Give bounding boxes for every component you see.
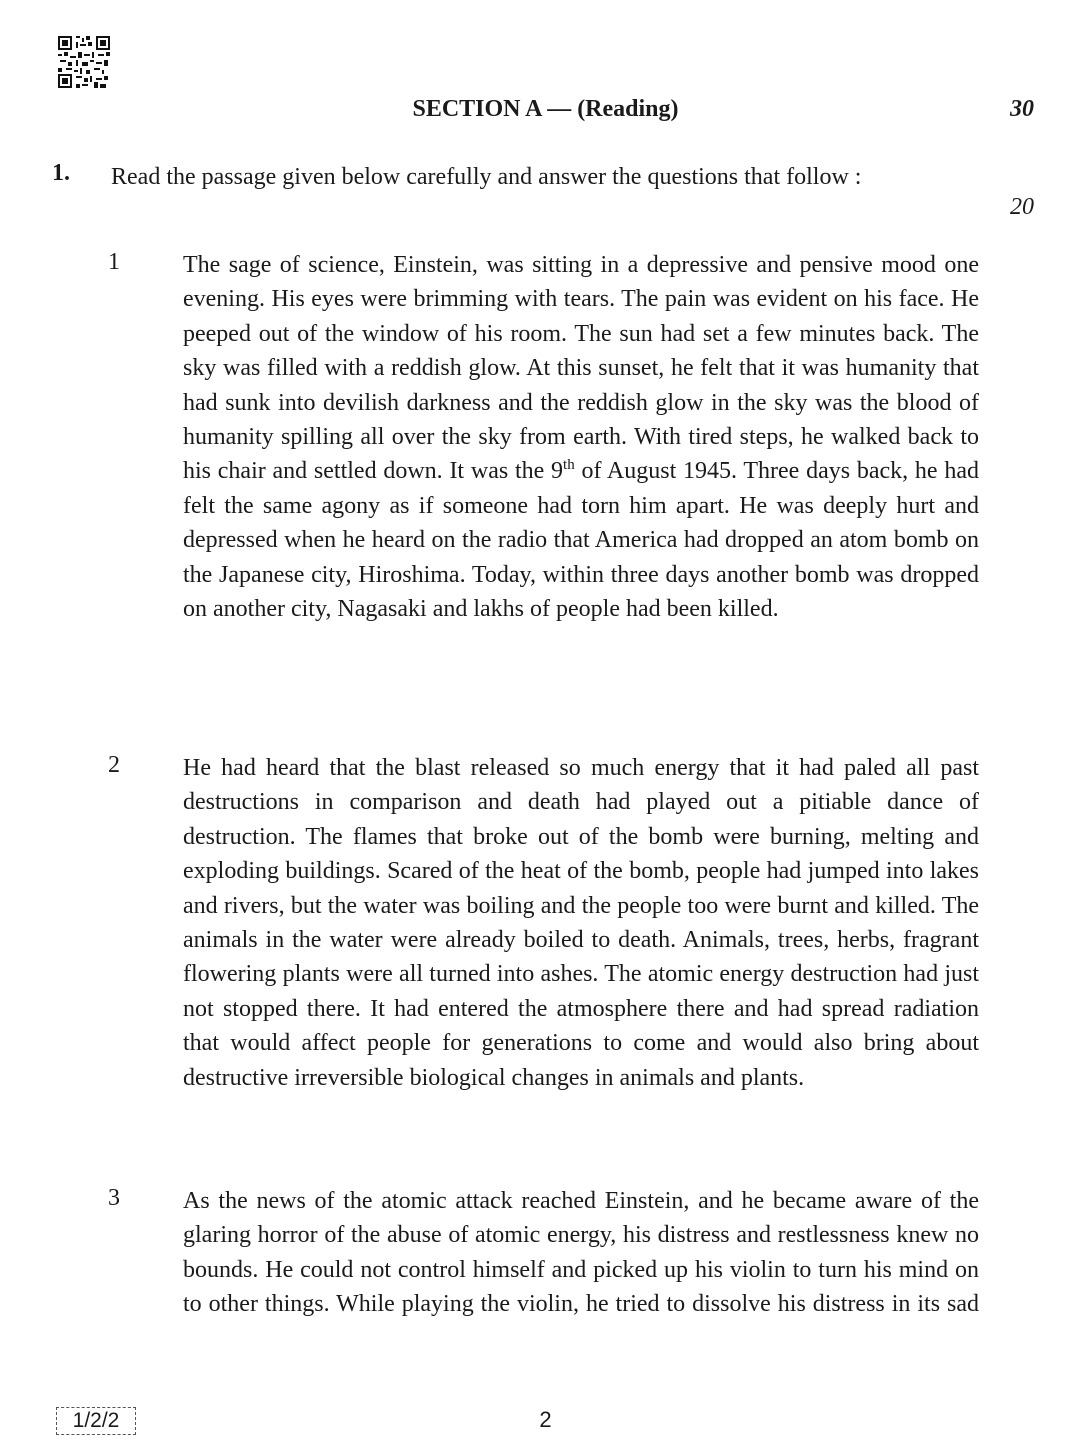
ordinal-suffix: th: [563, 457, 575, 474]
paragraph-number: 3: [108, 1185, 120, 1211]
passage-paragraph: He had heard that the blast released so much energy that it had paled all past destructions in comparison and death had played out a pitiable dance of destruction. The flames that broke out of the bomb were burning, melting and exploding buildings. Scared of the heat of the bomb, people had jumped into lakes and rivers, but the water was boiling and the people too were burnt and killed. The animals in the water were already boiled to death. Animals, trees, herbs, fragrant flowering plants were all turned into ashes. The atomic energy destruction had just not stopped there. It had entered the atmosphere there and had spread radiation that would affect people for generations to come and would also bring about destructive irreversible biological changes in animals and plants.: [183, 755, 979, 1091]
question-number: 1.: [52, 160, 70, 186]
page-number: 2: [539, 1407, 552, 1432]
paragraph-number: 2: [108, 752, 120, 778]
passage-paragraph: [183, 248, 979, 626]
paragraph-number: 1: [108, 249, 120, 275]
paragraph-text-continued: of August 1945. Three days back, he had felt the same agony as if someone had torn him apart. He was deeply hurt and depressed when he heard on the radio that America had dropped an atom bomb on the Japanese city, Hiroshima. Today, within three days another bomb was dropped on another city, Nagasaki and lakhs of people had been killed.: [183, 458, 979, 623]
paper-code: 1/2/2: [56, 1407, 136, 1435]
passage-paragraph: As the news of the atomic attack reached Einstein, and he became aware of the glaring horror of the abuse of atomic energy, his distress and restlessness knew no bounds. He could not control himself and picked up his violin to turn his mind on to other things. While playing the violin, he tried to dissolve his distress in its sad: [183, 1188, 979, 1318]
qr-code-icon: [58, 36, 110, 88]
paragraph-text: The sage of science, Einstein, was sitting in a depressive and pensive mood one evening. His eyes were brimming with tears. The pain was evident on his face. He peeped out of the window of his room. The sun had set a few minutes back. The sky was filled with a reddish glow. At this sunset, he felt that it was humanity that had sunk into devilish darkness and the reddish glow in the sky was the blood of humanity spilling all over the sky from earth. With tired steps, he walked back to his chair and settled down. It was the 9: [183, 252, 979, 485]
section-marks: 30: [1010, 96, 1034, 122]
section-title: SECTION A — (Reading): [412, 96, 679, 122]
question-prompt: Read the passage given below carefully and answer the questions that follow :: [111, 164, 862, 190]
question-marks: 20: [1010, 194, 1034, 220]
